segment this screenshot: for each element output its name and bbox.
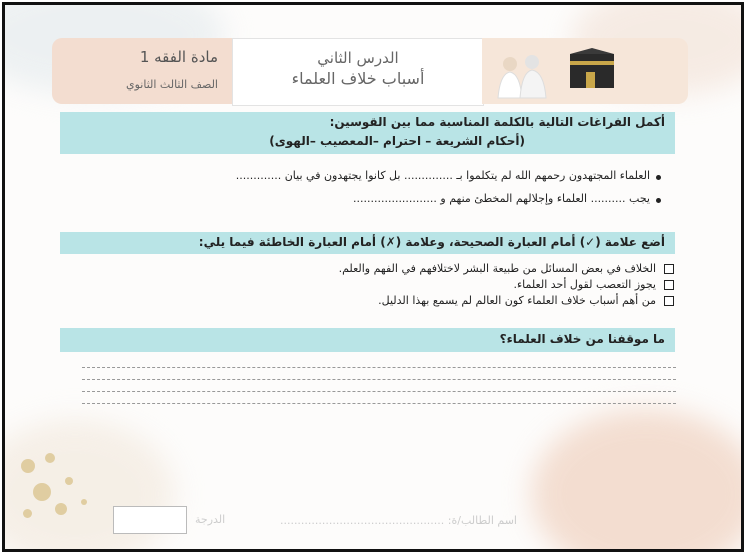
subject-panel bbox=[52, 38, 232, 104]
answer-checkbox[interactable] bbox=[664, 280, 674, 290]
pilgrims-illustration bbox=[492, 50, 552, 100]
student-footer bbox=[107, 504, 517, 536]
question-1-word-bank: (أحكام الشريعة – احترام –المعصيب –الهوى) bbox=[269, 134, 525, 148]
bullet bbox=[656, 198, 661, 203]
true-false-item-2: يجوز التعصب لقول أحد العلماء. bbox=[513, 278, 656, 291]
kaaba-icon bbox=[562, 44, 622, 92]
fill-blank-item-1: العلماء المجتهدون رحمهم الله لم يتكلموا بـ .............. بل كانوا يجتهدون في بيان ............. bbox=[235, 169, 650, 182]
grade-label: الدرجة bbox=[195, 513, 226, 526]
subject-label: مادة الفقه 1 bbox=[139, 48, 218, 66]
lesson-title-panel bbox=[232, 38, 484, 106]
answer-line[interactable] bbox=[82, 379, 676, 380]
true-false-item-1: الخلاف في بعض المسائل من طبيعة البشر لاختلافهم في الفهم والعلم. bbox=[338, 262, 656, 275]
illustration-panel bbox=[482, 38, 688, 104]
worksheet-header bbox=[52, 38, 688, 104]
question-1-instruction: أكمل الفراغات التالية بالكلمة المناسبة مما بين القوسين: bbox=[329, 115, 665, 129]
watercolor-decoration bbox=[531, 409, 744, 552]
answer-line[interactable] bbox=[82, 403, 676, 404]
question-2-bar bbox=[60, 232, 675, 254]
grade-box[interactable] bbox=[113, 506, 187, 534]
answer-line[interactable] bbox=[82, 391, 676, 392]
answer-line[interactable] bbox=[82, 367, 676, 368]
answer-checkbox[interactable] bbox=[664, 264, 674, 274]
grade-level-label: الصف الثالث الثانوي bbox=[126, 78, 218, 91]
question-2-instruction: أضع علامة (✓) أمام العبارة الصحيحة، وعلامة (✗) أمام العبارة الخاطئة فيما يلي: bbox=[198, 235, 665, 249]
question-3-bar bbox=[60, 328, 675, 352]
answer-checkbox[interactable] bbox=[664, 296, 674, 306]
lesson-title: أسباب خلاف العلماء bbox=[291, 69, 425, 88]
lesson-number: الدرس الثاني bbox=[317, 49, 399, 67]
question-1-bar bbox=[60, 112, 675, 154]
question-3-prompt: ما موقفنا من خلاف العلماء؟ bbox=[499, 332, 665, 346]
gold-dots-decoration bbox=[15, 449, 105, 529]
true-false-item-3: من أهم أسباب خلاف العلماء كون العالم لم يسمع بهذا الدليل. bbox=[378, 294, 656, 307]
bullet bbox=[656, 175, 661, 180]
fill-blank-item-2: يجب .......... العلماء وإجلالهم المخطئ منهم و ........................ bbox=[352, 192, 650, 205]
student-name-field[interactable]: اسم الطالب/ة: ............................................... bbox=[279, 514, 517, 527]
